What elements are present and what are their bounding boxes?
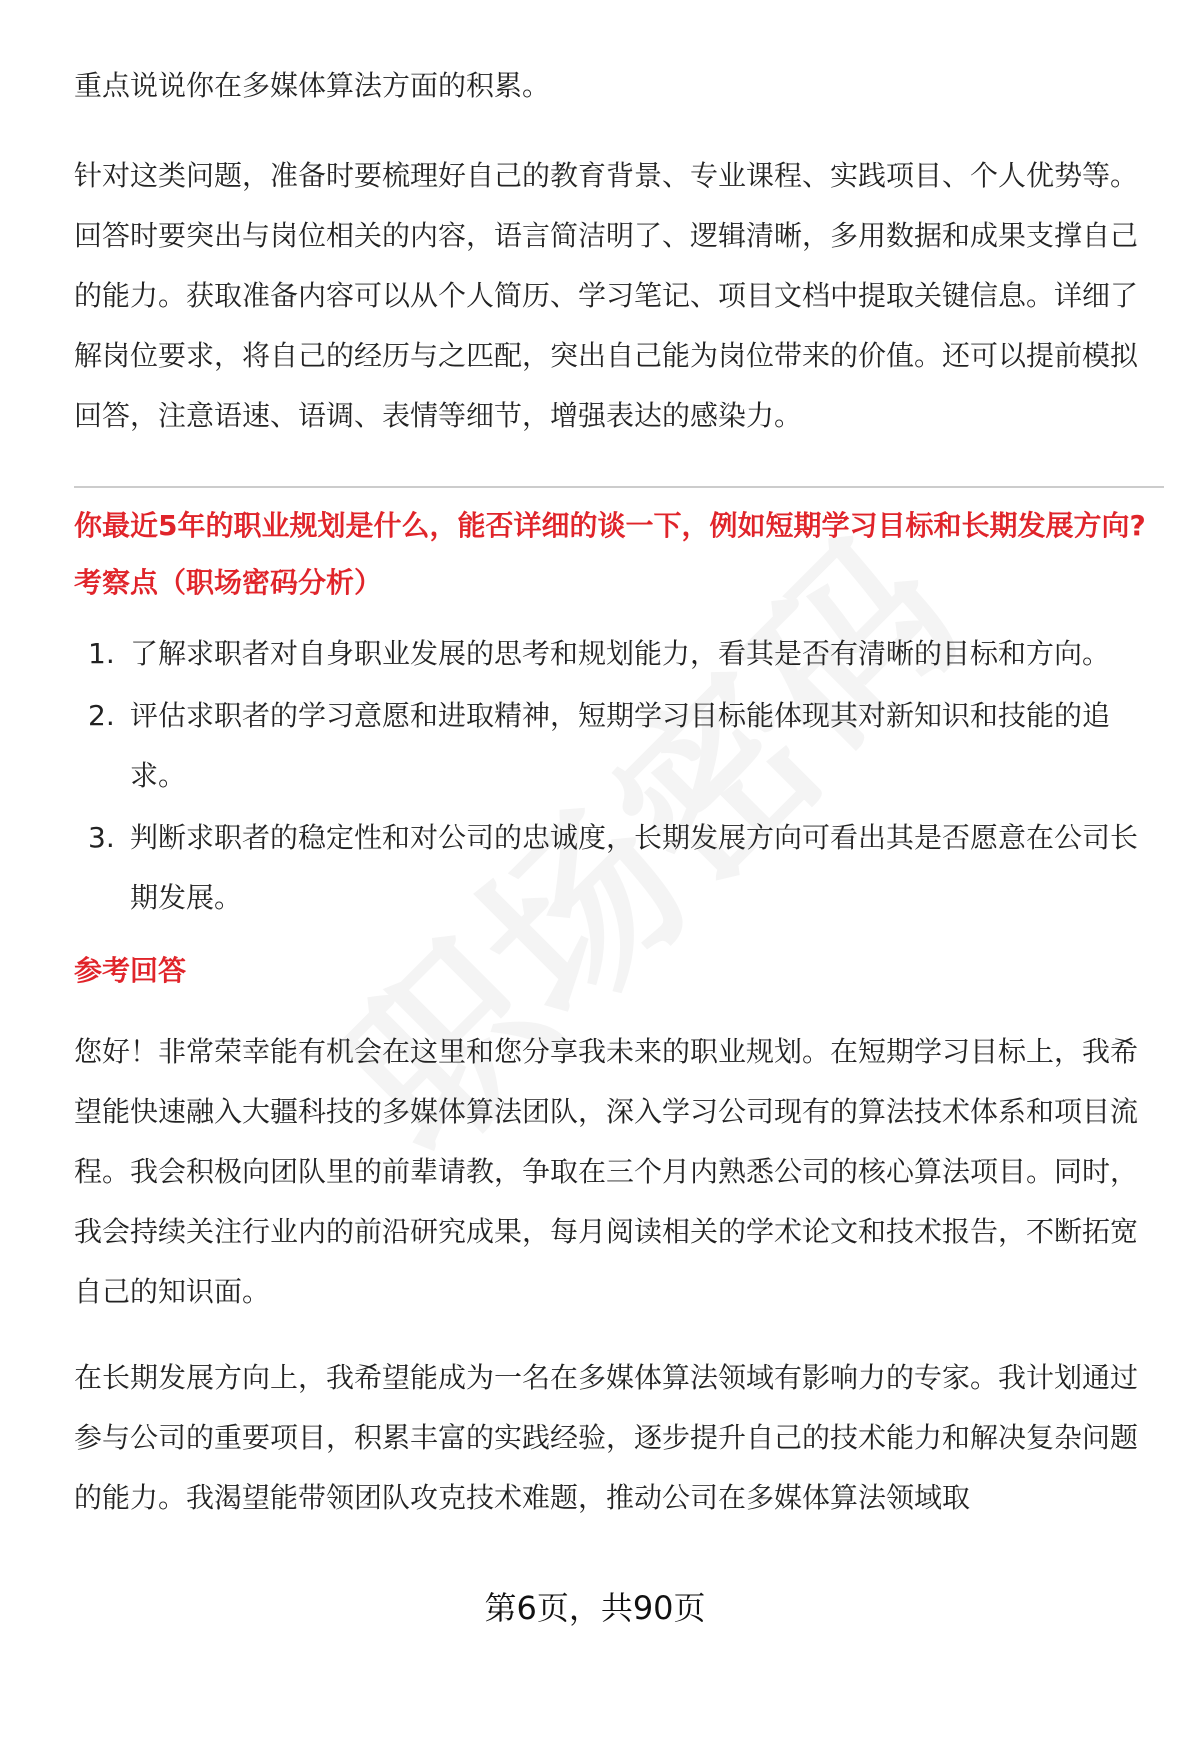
list-item-text: 判断求职者的稳定性和对公司的忠诚度，长期发展方向可看出其是否愿意在公司长期发展。 [130,821,1139,914]
list-number: 1. [88,637,115,670]
list-item [74,686,1164,806]
section-heading-answer: 参考回答 [74,954,187,987]
list-item [74,808,1164,928]
list-item-text: 了解求职者对自身职业发展的思考和规划能力，看其是否有清晰的目标和方向。 [130,637,1111,670]
section-heading-points: 考察点（职场密码分析） [74,566,383,599]
list-number: 3. [88,821,115,854]
list-item [74,624,1164,684]
points-list [74,624,1164,928]
answer-paragraph-1: 您好！非常荣幸能有机会在这里和您分享我未来的职业规划。在短期学习目标上，我希望能快速融入大疆科技的多媒体算法团队，深入学习公司现有的算法技术体系和项目流程。我会积极向团队里的前辈请教，争取在三个月内熟悉公司的核心算法项目。同时，我会持续关注行业内的前沿研究成果，每月阅读相关的学术论文和技术报告，不断拓宽自己的知识面。 [74,1035,1139,1308]
section-divider [74,486,1164,488]
tips-paragraph: 针对这类问题，准备时要梳理好自己的教育背景、专业课程、实践项目、个人优势等。回答时要突出与岗位相关的内容，语言简洁明了、逻辑清晰，多用数据和成果支撑自己的能力。获取准备内容可以从个人简历、学习笔记、项目文档中提取关键信息。详细了解岗位要求，将自己的经历与之匹配，突出自己能为岗位带来的价值。还可以提前模拟回答，注意语速、语调、表情等细节，增强表达的感染力。 [74,159,1139,432]
list-item-text: 评估求职者的学习意愿和进取精神，短期学习目标能体现其对新知识和技能的追求。 [130,699,1111,792]
answer-paragraph-2: 在长期发展方向上，我希望能成为一名在多媒体算法领域有影响力的专家。我计划通过参与公司的重要项目，积累丰富的实践经验，逐步提升自己的技术能力和解决复杂问题的能力。我渴望能带领团队攻克技术难题，推动公司在多媒体算法领域取 [74,1361,1139,1514]
intro-tail-paragraph: 重点说说你在多媒体算法方面的积累。 [74,69,551,102]
question-title: 你最近5年的职业规划是什么，能否详细的谈一下，例如短期学习目标和长期发展方向? [74,509,1146,542]
page-content [74,56,1164,1528]
page-number-footer: 第6页，共90页 [484,1589,706,1627]
list-number: 2. [88,699,115,732]
